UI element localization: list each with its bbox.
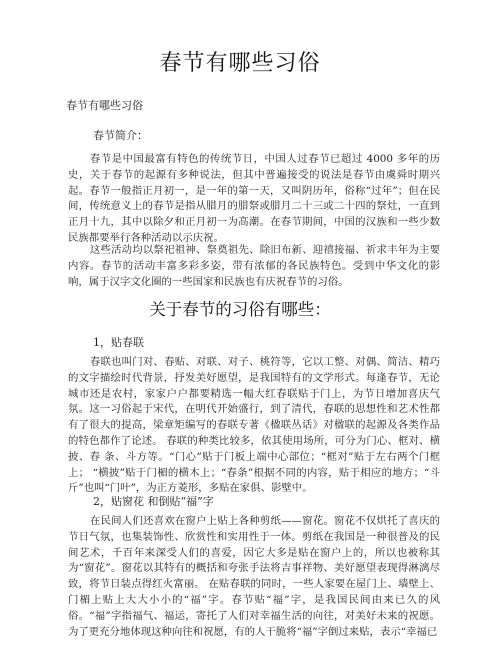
section-1-paragraph: 春联也叫门对、春贴、对联、对子、桃符等，它以工整、对偶、简洁、精巧的文字描绘时代背景，抒发美好愿望，是我国特有的文学形式。每逢春节，无论城市还是农村，家家户户都要精选一幅大红春联贴于门上，为节日增加喜庆气氛。这一习俗起于宋代，在明代开始盛行，到了清代，春联的思想性和艺术性都有了很大的提高，梁章矩编写的春联专著《楹联丛话》对楹联的起源及各类作品的特色都作了论述。 春联的种类比较多，依其使用场所，可分为门心、框对、横披、春 条、斗方等。“门心”贴于门板上端中心部位；“框对”贴于左右两个门框上； “横披”贴于门楣的横木上；“春条”根据不同的内容，贴于相应的地方；“斗 斤”也叫“门叶”，为正方菱形，多贴在家俱、影壁中。: [68, 356, 440, 495]
section-2-paragraph: 在民间人们还喜欢在窗户上贴上各种剪纸——窗花。窗花不仅烘托了喜庆的节日气氛，也集装饰性、欣赏性和实用性于一体。剪纸在我国是一种很普及的民间艺术，千百年来深受人们的喜爱，因它大多是贴在窗户上的，所以也被称其为“窗花”。窗花以其特有的概括和夸张手法将吉事祥物、美好愿望表现得淋漓尽致，将节日装点得红火富丽。 在贴春联的同时，一些人家要在屋门上、墙壁上、门楣上贴上大大小小的“福”字。春节贴“福”字，是我国民间由来已久的风俗。“福”字指福气、福运，寄托了人们对幸福生活的向往，对美好未来的祝愿。为了更充分地体现这种向往和祝愿，有的人干脆将“福”字倒过来贴，表示“幸福已: [68, 515, 440, 638]
section-heading: 关于春节的习俗有哪些：: [149, 300, 331, 319]
subtitle: 春节有哪些习俗: [66, 99, 143, 112]
section-2-title: 2，贴窗花 和倒贴“福”字: [93, 495, 214, 508]
intro-heading: 春节简介：: [93, 129, 148, 142]
intro-paragraph-2: 这些活动均以祭祀祖神、祭奠祖先、除旧布新、迎禧接福、祈求丰年为主要内容。春节的活动丰富多彩多姿，带有浓郁的各民族特色。受到中华文化的影响，属于汉字文化圈的一些国家和民族也有庆祝春节的习俗。: [68, 244, 440, 288]
intro-paragraph-1: 春节是中国最富有特色的传统节日，中国人过春节已超过 4000 多年的历史，关于春节的起源有多种说法，但其中普遍接受的说法是春节由虞舜时期兴起。春节一般指正月初一，是一年的第一天，又叫阴历年，俗称“过年”；但在民间，传统意义上的春节是指从腊月的腊祭或腊月二十三或二十四的祭灶，一直到正月十九，其中以除夕和正月初一为高潮。在春节期间，中国的汉族和一些少数民族都要举行各种活动以示庆祝。: [68, 153, 440, 244]
document-title: 春节有哪些习俗: [159, 51, 321, 76]
section-1-title: 1，贴春联: [93, 336, 144, 349]
